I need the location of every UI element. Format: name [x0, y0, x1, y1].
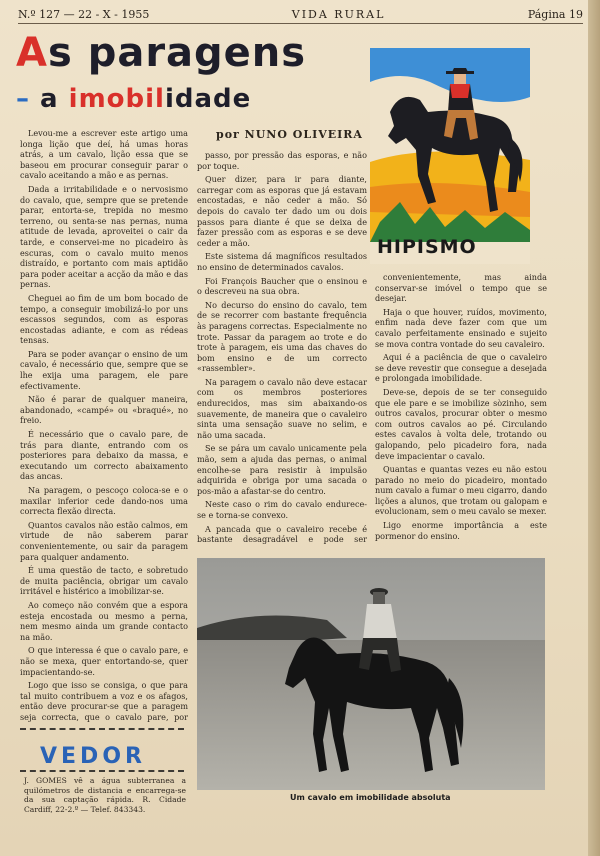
- ad-title: VEDOR: [40, 744, 146, 769]
- title-rest: s paragens: [47, 30, 307, 76]
- title-end: idade: [164, 84, 252, 114]
- text-column-1: [20, 128, 188, 722]
- paragraph: O que interessa é que o cavalo pare, e não se mexa, quer entortando-se, quer impacientando-se.: [20, 645, 188, 677]
- paragraph: Ao começo não convém que a espora esteja encostada ou mesmo a perna, nem mesmo ainda um grande contacto na mão.: [20, 599, 188, 642]
- paragraph: Se se pára um cavalo unicamente pela mão, sem a ajuda das pernas, o animal encolhe-se para resistir à impulsão adquirida e obriga por uma sacada o pos-mão a afastar-se do centro.: [197, 443, 367, 496]
- paragraph: Deve-se, depois de se ter conseguido que ele pare e se imobilize sòzinho, sem outros cavalos, procurar obter o mesmo com outros cavalos ao pé. Circulando estes cavalos à volta dele, trotando ou galopando, pelo picadeiro fora, nada deve impacientar o cavalo.: [375, 386, 547, 461]
- paragraph: Levou-me a escrever este artigo uma longa lição que deí, há umas horas atrás, a um cavalo, lição essa que se baseou em procurar conseguir parar o cavalo aceitando a mão e as pernas.: [20, 128, 188, 181]
- paragraph: Não é parar de qualquer maneira, abandonado, «campé» ou «braqué», no freio.: [20, 394, 188, 426]
- title-a: a: [30, 84, 69, 114]
- paragraph: Na paragem, o pescoço coloca-se e o maxilar inferior cede dando-nos uma correcta flexão directa.: [20, 485, 188, 517]
- paragraph: É necessário que o cavalo pare, de trás para diante, entrando com os posteriores para debaixo da massa, e executando um correcto abaixamento das ancas.: [20, 429, 188, 482]
- paragraph: Haja o que houver, ruídos, movimento, enfim nada deve fazer com que um cavalo perfeitamente ensinado e sujeito se mova contra vontade do seu cavaleiro.: [375, 306, 547, 349]
- paragraph: É uma questão de tacto, e sobretudo de muita paciência, obrigar um cavalo irritável e histérico a imobilizar-se.: [20, 565, 188, 597]
- issue-number: N.º 127 — 22 - X - 1955: [18, 8, 150, 21]
- paragraph: Quantas e quantas vezes eu não estou parado no meio do picadeiro, montado num cavalo a fumar o meu cigarro, dando lições a alunos, que trotam ou galopam e evolucionam, sem o meu cavalo se mexer.: [375, 464, 547, 517]
- page-header: [18, 6, 583, 24]
- text-column-2: [197, 150, 367, 544]
- photo-caption: Um cavalo em imobilidade absoluta: [290, 793, 451, 802]
- paragraph: Para se poder avançar o ensino de um cavalo, é necessário que, sempre que se lhe exija uma paragem, ele pare efectivamente.: [20, 348, 188, 391]
- page-number: Página 19: [527, 8, 583, 21]
- ad-text: J. GOMES vê a água subterranea a quilómetros de distancia e encarrega-se da sua captação rápida. R. Cidade Cardiff, 22-2.º — Telef. 843343.: [24, 776, 186, 814]
- magazine-name: VIDA RURAL: [291, 8, 386, 21]
- paragraph: Foi François Baucher que o ensinou e o descreveu na sua obra.: [197, 275, 367, 297]
- paragraph: Na paragem o cavalo não deve estacar com os membros posteriores endurecidos, mas sim abaixando-os suavemente, de maneira que o cavaleiro sinta uma sensação suave no selim, e não uma sacada.: [197, 376, 367, 440]
- horse-photograph: [197, 558, 545, 790]
- paragraph: Quer dizer, para ir para diante, carregar com as esporas que já estavam encostadas, e não ceder a mão. Só depois do cavalo ter dado um ou dois passos para diante é que se deixa de fazer pressão com as esporas e se deve ceder a mão.: [197, 174, 367, 248]
- paragraph: convenientemente, mas ainda conservar-se imóvel o tempo que se desejar.: [375, 272, 547, 304]
- paragraph: Aqui é a paciência de que o cavaleiro se deve revestir que consegue a desejada e prolongada imobilidade.: [375, 352, 547, 384]
- paragraph: Neste caso o rim do cavalo endurece-se e torna-se convexo.: [197, 499, 367, 520]
- paragraph: Logo que isso se consiga, o que para tal muito contribuem a voz e os afagos, então deve procurar-se que a paragem seja correcta, que o cavalo pare, por: [20, 680, 188, 722]
- paragraph: No decurso do ensino do cavalo, tem de se recorrer com bastante frequência às paragens correctas. Especialmente no trote. Passar da paragem ao trote e do trote à paragem, eis uma das chaves do bom ensino e de um correcto «rassembler».: [197, 299, 367, 374]
- title-red-part: imobil: [68, 84, 165, 114]
- section-tag: HIPISMO: [377, 236, 477, 258]
- rider-illustration: [370, 42, 530, 264]
- paragraph: Ligo enorme importância a este pormenor do ensino.: [375, 520, 547, 541]
- text-column-3: [375, 272, 547, 544]
- paragraph: Cheguei ao fim de um bom bocado de tempo, a conseguir imobilizá-lo por uns escassos segundos, com as esporas encostadas adiante, e com as rédeas tensas.: [20, 292, 188, 346]
- paragraph: Dada a irritabilidade e o nervosismo do cavalo, que, sempre que se pretende parar, entorta-se, trepida no mesmo terreno, ou senta-se nas pernas, numa atitude de levada, aproveitei o cair da tarde, e conservei-me no picadeiro às escuras, com o cavalo muito menos distraído, e portanto com mais aptidão para poder aceitar a acção da mão e das pernas.: [20, 183, 188, 290]
- page-binding-edge: [588, 0, 600, 856]
- title-initial: A: [16, 30, 48, 76]
- article-title-line2: [16, 84, 251, 114]
- ad-divider-top: [20, 728, 184, 730]
- paragraph: passo, por pressão das esporas, e não por toque.: [197, 150, 367, 171]
- ad-divider-bottom: [20, 770, 184, 772]
- article-author: por NUNO OLIVEIRA: [216, 128, 363, 141]
- paragraph: Este sistema dá magníficos resultados no ensino de determinados cavalos.: [197, 251, 367, 272]
- paragraph: Quantos cavalos não estão calmos, em virtude de não saberem parar convenientemente, ou sair da paragem para qualquer andamento.: [20, 519, 188, 562]
- article-title-line1: [16, 30, 306, 76]
- title-dash: –: [16, 84, 30, 114]
- paragraph: A pancada que o cavaleiro recebe é bastante desagradável e pode ser: [197, 523, 367, 544]
